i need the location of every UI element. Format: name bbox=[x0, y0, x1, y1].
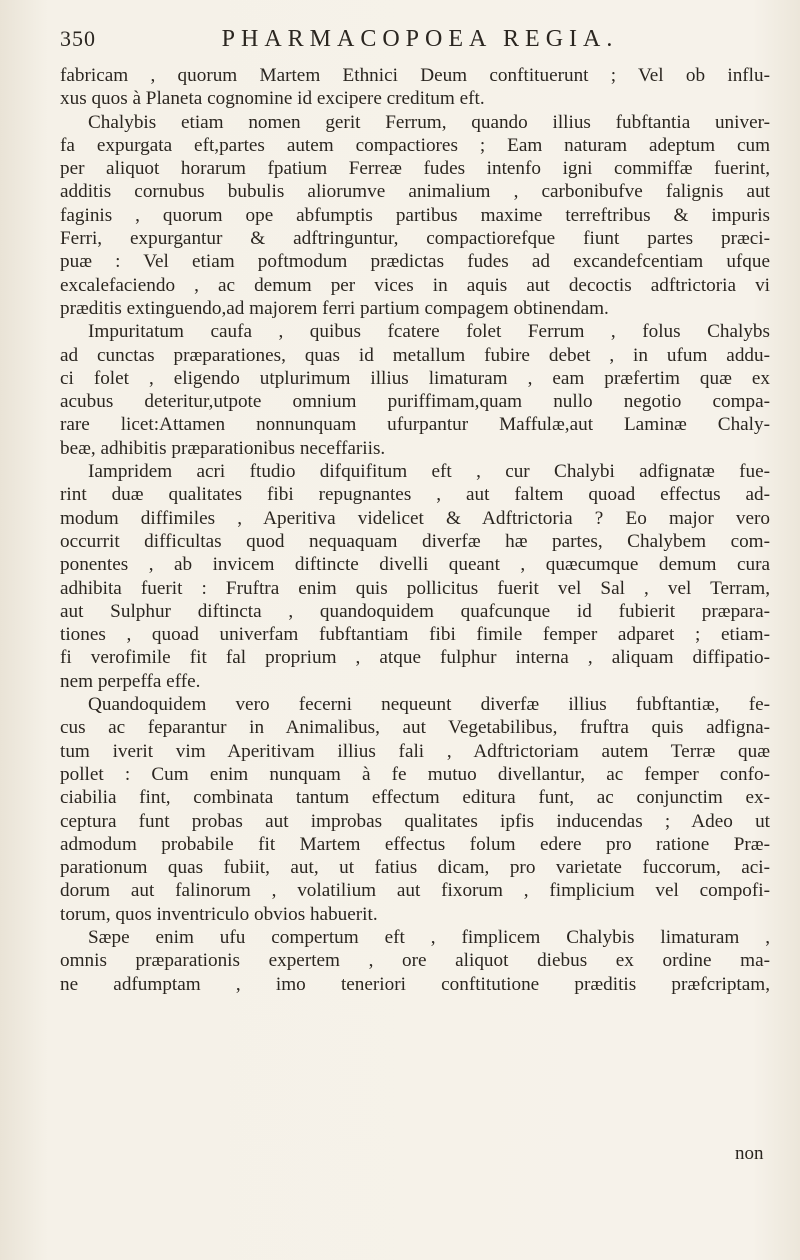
text-line: Iampridem acri ftudio difquifitum eft , cur Chalybi adfignatæ fue- bbox=[88, 461, 770, 483]
text-line: faginis , quorum ope abfumptis partibus maxime terreftribus & impuris bbox=[60, 204, 770, 226]
text-line: rint duæ qualitates fibi repugnantes , aut faltem quoad effectus ad- bbox=[60, 484, 770, 506]
text-line: aut Sulphur diftincta , quandoquidem quafcunque id fubierit præpara- bbox=[60, 600, 770, 622]
text-line: tiones , quoad univerfam fubftantiam fibi fimile femper adparet ; etiam- bbox=[60, 624, 770, 646]
text-line: admodum probabile fit Martem effectus folum edere pro ratione Præ- bbox=[60, 833, 770, 855]
text-line: nem perpeffa effe. bbox=[60, 670, 201, 692]
text-line: Ferri, expurgantur & adftringuntur, compactiorefque fiunt partes præci- bbox=[60, 228, 770, 250]
text-line: xus quos à Planeta cognomine id excipere creditum eft. bbox=[60, 88, 485, 110]
page-number: 350 bbox=[60, 26, 96, 51]
text-line: modum diffimiles , Aperitiva videlicet & Adftrictoria ? Eo major vero bbox=[60, 507, 770, 529]
text-line: ceptura funt probas aut improbas qualitates ipfis inducendas ; Adeo ut bbox=[60, 810, 770, 832]
text-line: ne adfumptam , imo teneriori conftitutione præditis præfcriptam, bbox=[60, 973, 770, 995]
text-line: fa expurgata eft,partes autem compactiores ; Eam naturam adeptum cum bbox=[60, 134, 770, 156]
text-line: parationum quas fubiit, aut, ut fatius dicam, pro varietate fuccorum, aci- bbox=[60, 857, 770, 879]
text-line: puæ : Vel etiam poftmodum prædictas fudes ad excandefcentiam ufque bbox=[60, 251, 770, 273]
text-line: adhibita fuerit : Fruftra enim quis pollicitus fuerit vel Sal , vel Terram, bbox=[60, 577, 770, 599]
text-line: cus ac feparantur in Animalibus, aut Vegetabilibus, fruftra quis adfigna- bbox=[60, 717, 770, 739]
catchword: non bbox=[735, 1143, 764, 1164]
text-line: dorum aut falinorum , volatilium aut fixorum , fimplicium vel compofi- bbox=[60, 880, 770, 902]
text-line: Sæpe enim ufu compertum eft , fimplicem Chalybis limaturam , bbox=[88, 926, 770, 948]
text-line: acubus deteritur,utpote omnium puriffimam,quam nullo negotio compa- bbox=[60, 391, 770, 413]
text-line: ci folet , eligendo utplurimum illius limaturam , eam præfertim quæ ex bbox=[60, 367, 770, 389]
text-line: præditis extinguendo,ad majorem ferri partium compagem obtinendam. bbox=[60, 297, 609, 319]
body-text bbox=[60, 64, 770, 996]
text-line: pollet : Cum enim nunquam à fe mutuo divellantur, ac femper confo- bbox=[60, 763, 770, 785]
text-line: Impuritatum caufa , quibus fcatere folet Ferrum , folus Chalybs bbox=[88, 321, 770, 343]
running-head: PHARMACOPOEA REGIA. bbox=[221, 26, 619, 52]
text-line: fabricam , quorum Martem Ethnici Deum conftituerunt ; Vel ob influ- bbox=[60, 65, 770, 86]
text-line: torum, quos inventriculo obvios habuerit. bbox=[60, 903, 378, 925]
text-line: tum iverit vim Aperitivam illius fali , Adftrictoriam autem Terræ quæ bbox=[60, 740, 770, 762]
text-line: fi verofimile fit fal proprium , atque fulphur interna , aliquam diffipatio- bbox=[60, 647, 770, 669]
text-line: beæ, adhibitis præparationibus neceffariis. bbox=[60, 437, 386, 459]
text-line: Quandoquidem vero fecerni nequeunt diverfæ illius fubftantiæ, fe- bbox=[88, 694, 770, 716]
text-line: occurrit difficultas quod nequaquam diverfæ hæ partes, Chalybem com- bbox=[60, 530, 770, 552]
page-header bbox=[60, 26, 760, 53]
text-line: rare licet:Attamen nonnunquam ufurpantur Maffulæ,aut Laminæ Chaly- bbox=[60, 414, 770, 436]
text-line: omnis præparationis expertem , ore aliquot diebus ex ordine ma- bbox=[60, 950, 770, 972]
text-line: ciabilia fint, combinata tantum effectum editura funt, ac conjunctim ex- bbox=[60, 787, 770, 809]
text-line: ad cunctas præparationes, quas id metallum fubire debet , in ufum addu- bbox=[60, 344, 770, 366]
text-line: additis cornubus bubulis aliorumve animalium , carbonibufve falignis aut bbox=[60, 181, 770, 203]
text-line: per aliquot horarum fpatium Ferreæ fudes intenfo igni commiffæ fuerint, bbox=[60, 158, 770, 180]
text-line: ponentes , ab invicem diftincte divelli queant , quæcumque demum cura bbox=[60, 554, 770, 576]
text-line: Chalybis etiam nomen gerit Ferrum, quando illius fubftantia univer- bbox=[88, 111, 770, 133]
text-line: excalefaciendo , ac demum per vices in aquis aut decoctis adftrictoria vi bbox=[60, 274, 770, 296]
